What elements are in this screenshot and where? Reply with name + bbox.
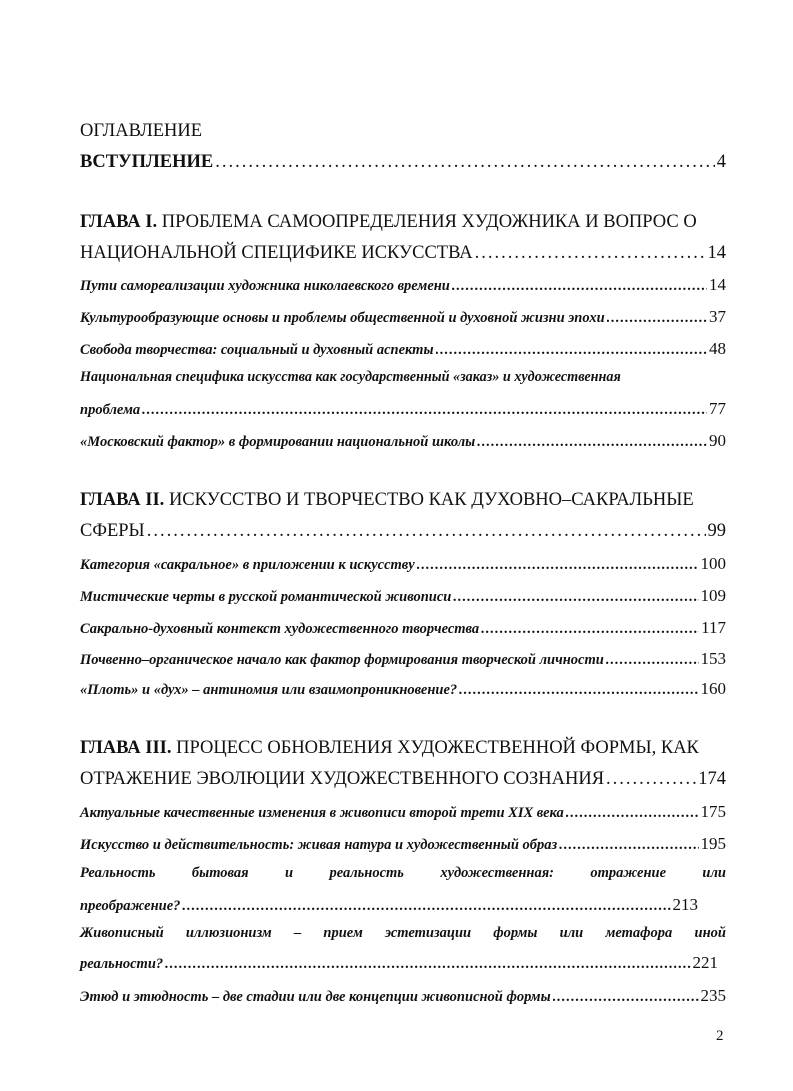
chapter-label: ГЛАВА I. <box>80 212 158 232</box>
chapter-title: СФЕРЫ <box>80 521 145 541</box>
word: реальность <box>329 865 404 881</box>
dot-leader <box>606 770 696 789</box>
chapter-1-heading[interactable] <box>80 213 726 232</box>
chapter-1-heading-cont[interactable] <box>80 244 726 263</box>
page-ref: 90 <box>709 431 726 450</box>
toc-entry[interactable] <box>80 370 726 384</box>
dot-leader <box>436 343 707 358</box>
toc-entry[interactable] <box>80 340 726 358</box>
dot-leader <box>566 806 699 821</box>
toc-entry[interactable] <box>80 680 726 698</box>
section-title: Искусство и действительность: живая натура и художественный образ <box>80 837 558 853</box>
intro-title: ВСТУПЛЕНИЕ <box>80 152 214 172</box>
toc-entry-cont[interactable] <box>80 896 698 914</box>
chapter-title: ОТРАЖЕНИЕ ЭВОЛЮЦИИ ХУДОЖЕСТВЕННОГО СОЗНАНИЯ <box>80 769 605 789</box>
word: отражение <box>590 865 667 881</box>
word: бытовая <box>191 865 249 881</box>
word: – <box>293 925 302 941</box>
word: эстетизации <box>385 925 472 941</box>
page-ref: 4 <box>716 152 726 172</box>
word: и <box>285 865 294 881</box>
section-title: Категория «сакральное» в приложении к искусству <box>80 557 415 573</box>
page-ref: 37 <box>709 307 726 326</box>
word: или <box>559 925 584 941</box>
word: формы <box>493 925 538 941</box>
page-ref: 117 <box>701 618 726 637</box>
page-ref: 100 <box>700 554 726 573</box>
toc-entry-cont[interactable] <box>80 954 718 972</box>
page-ref: 48 <box>709 339 726 358</box>
dot-leader <box>417 558 699 573</box>
toc-entry[interactable] <box>80 835 726 853</box>
toc-entry[interactable] <box>80 803 726 821</box>
word: художественная: <box>440 865 555 881</box>
section-title: Этюд и этюдность – две стадии или две концепции живописной формы <box>80 989 551 1005</box>
toc-entry[interactable] <box>80 650 726 668</box>
chapter-3-heading[interactable] <box>80 739 726 758</box>
chapter-label: ГЛАВА II. <box>80 490 165 510</box>
toc-entry[interactable] <box>80 619 726 637</box>
page-ref: 195 <box>700 834 726 853</box>
dot-leader <box>607 311 707 326</box>
toc-entry-cont[interactable] <box>80 400 726 418</box>
word: иллюзионизм <box>185 925 272 941</box>
dot-leader <box>606 653 699 668</box>
toc-entry-intro[interactable] <box>80 153 726 172</box>
page-ref: 14 <box>709 275 726 294</box>
toc-entry[interactable] <box>80 276 726 294</box>
page-ref: 221 <box>692 953 718 972</box>
word: прием <box>323 925 363 941</box>
dot-leader <box>559 838 698 853</box>
section-title: Сакрально-духовный контекст художественного творчества <box>80 621 480 637</box>
section-title: реальности? <box>80 956 164 972</box>
chapter-title: ПРОБЛЕМА САМООПРЕДЕЛЕНИЯ ХУДОЖНИКА И ВОПРОС О <box>161 212 697 232</box>
section-title: Актуальные качественные изменения в живописи второй трети XIX века <box>80 805 564 821</box>
page-ref: 174 <box>698 769 726 789</box>
page-ref: 14 <box>707 243 726 263</box>
dot-leader <box>453 590 698 605</box>
toc-entry[interactable] <box>80 308 726 326</box>
section-title: «Плоть» и «дух» – антиномия или взаимопроникновение? <box>80 682 458 698</box>
chapter-label: ГЛАВА III. <box>80 738 172 758</box>
page-ref: 160 <box>700 679 726 698</box>
dot-leader <box>142 403 707 418</box>
dot-leader <box>147 522 706 541</box>
toc-entry-justified[interactable] <box>80 866 726 881</box>
chapter-2-heading[interactable] <box>80 491 726 510</box>
page-ref: 153 <box>700 649 726 668</box>
page-ref: 99 <box>707 521 726 541</box>
page-ref: 175 <box>700 802 726 821</box>
word: Реальность <box>80 865 156 881</box>
section-title: «Московский фактор» в формировании национальной школы <box>80 434 476 450</box>
dot-leader <box>165 957 690 972</box>
word: метафора <box>605 925 673 941</box>
section-title: Национальная специфика искусства как государственный «заказ» и художественная <box>80 369 621 385</box>
dot-leader <box>475 244 706 263</box>
page-ref: 235 <box>700 986 726 1005</box>
section-title: Мистические черты в русской романтической живописи <box>80 589 452 605</box>
section-title: преображение? <box>80 898 181 914</box>
section-title: Свобода творчества: социальный и духовный аспекты <box>80 342 434 358</box>
toc-heading: ОГЛАВЛЕНИЕ <box>80 121 203 141</box>
section-title: Пути самореализации художника николаевского времени <box>80 278 450 294</box>
chapter-title: НАЦИОНАЛЬНОЙ СПЕЦИФИКЕ ИСКУССТВА <box>80 243 473 263</box>
dot-leader <box>215 153 715 172</box>
section-title: Культурообразующие основы и проблемы общественной и духовной жизни эпохи <box>80 310 605 326</box>
toc-entry[interactable] <box>80 432 726 450</box>
toc-entry-justified[interactable] <box>80 926 726 941</box>
dot-leader <box>182 899 670 914</box>
section-title: проблема <box>80 402 141 418</box>
chapter-2-heading-cont[interactable] <box>80 522 726 541</box>
toc-entry[interactable] <box>80 587 726 605</box>
chapter-title: ПРОЦЕСС ОБНОВЛЕНИЯ ХУДОЖЕСТВЕННОЙ ФОРМЫ, КАК <box>176 738 699 758</box>
word: или <box>702 865 726 881</box>
toc-entry[interactable] <box>80 555 726 573</box>
page-ref: 109 <box>700 586 726 605</box>
dot-leader <box>459 683 698 698</box>
dot-leader <box>481 622 699 637</box>
page-ref: 77 <box>709 399 726 418</box>
section-title: Почвенно–органическое начало как фактор формирования творческой личности <box>80 652 604 668</box>
toc-entry[interactable] <box>80 987 726 1005</box>
page-number: 2 <box>716 1028 724 1044</box>
chapter-title: ИСКУССТВО И ТВОРЧЕСТВО КАК ДУХОВНО–САКРАЛЬНЫЕ <box>168 490 694 510</box>
word: Живописный <box>80 925 164 941</box>
chapter-3-heading-cont[interactable] <box>80 770 726 789</box>
word: иной <box>694 925 726 941</box>
dot-leader <box>553 990 699 1005</box>
dot-leader <box>452 279 707 294</box>
page-ref: 213 <box>672 895 698 914</box>
dot-leader <box>477 435 707 450</box>
